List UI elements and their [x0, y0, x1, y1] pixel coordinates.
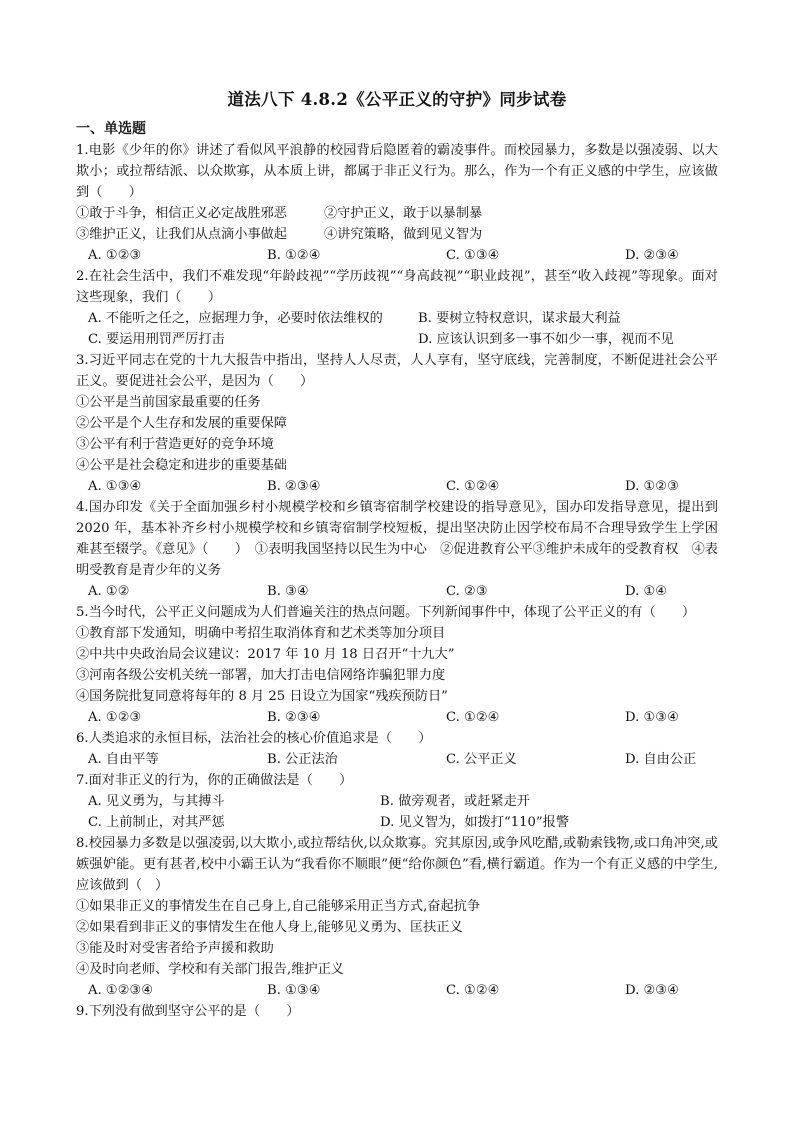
- question-stem: 4.国办印发《关于全面加强乡村小规模学校和乡镇寄宿制学校建设的指导意见》，国办印发指导意见，提出到 2020 年，基本补齐乡村小规模学校和乡镇寄宿制学校短板，提出坚决防止因学校布局不合理导致学生上学困难甚至辍学。《意见》（ ） ①表明我国坚持以民生为中心 ②促进教育公平③维护未成年的受教育权 ④表明受教育是青少年的义务: [76, 500, 718, 578]
- section-heading: 一、单选题: [76, 121, 146, 137]
- option-a[interactable]: A. ①②③: [88, 248, 142, 263]
- option-a[interactable]: A. ①③④: [88, 479, 142, 494]
- statement: ③维护正义，让我们从点滴小事做起: [76, 227, 287, 242]
- answer-options: [76, 812, 718, 833]
- answer-options: [76, 749, 718, 770]
- option-b[interactable]: B. 公正法治: [267, 752, 338, 767]
- question-stem: 2.在社会生活中，我们不难发现“年龄歧视”“学历歧视”“身高歧视”“职业歧视”，甚至“收入歧视”等现象。面对这些现象，我们（ ）: [76, 269, 718, 305]
- answer-options: [76, 581, 718, 602]
- option-a[interactable]: A. ①②: [88, 584, 130, 599]
- statement: ②如果看到非正义的事情发生在他人身上,能够见义勇为、匡扶正义: [76, 920, 463, 935]
- answer-options: [76, 245, 718, 266]
- statement: ④及时向老师、学校和有关部门报告,维护正义: [76, 962, 344, 977]
- option-c[interactable]: C. ②③: [446, 584, 488, 599]
- option-c[interactable]: C. 上前制止，对其严惩: [88, 815, 225, 830]
- question-7: [76, 770, 718, 833]
- answer-options: [76, 476, 718, 497]
- statement-row: [76, 203, 718, 224]
- statement: ①公平是当前国家最重要的任务: [76, 395, 261, 410]
- answer-options: [76, 791, 718, 812]
- statement: ①教育部下发通知，明确中考招生取消体育和艺术类等加分项目: [76, 626, 446, 641]
- option-c[interactable]: C. ①③④: [446, 248, 500, 263]
- page-title: 道法八下 4.8.2《公平正义的守护》同步试卷: [227, 90, 567, 109]
- statement: ②中共中央政治局会议建议：2017 年 10 月 18 日召开“十九大”: [76, 647, 455, 662]
- statement: ③能及时对受害者给予声援和救助: [76, 941, 274, 956]
- option-d[interactable]: D. ①④: [625, 584, 668, 599]
- option-c[interactable]: C. ①②④: [446, 479, 500, 494]
- option-b[interactable]: B. ②③④: [267, 479, 321, 494]
- option-a[interactable]: A. 自由平等: [88, 752, 159, 767]
- question-stem: 7.面对非正义的行为，你的正确做法是（ ）: [76, 773, 353, 788]
- question-3: [76, 350, 718, 497]
- question-stem: 5.当今时代，公平正义问题成为人们普遍关注的热点问题。下列新闻事件中，体现了公平正义的有（ ）: [76, 605, 696, 620]
- question-stem: 3.习近平同志在党的十九大报告中指出，坚持人人尽责，人人享有，坚守底线，完善制度，不断促进社会公平正义。要促进社会公平，是因为（ ）: [76, 353, 718, 389]
- question-1: [76, 140, 718, 266]
- statement: ③河南各级公安机关统一部署，加大打击电信网络诈骗犯罪力度: [76, 668, 446, 683]
- statement: ④讲究策略，做到见义智为: [324, 227, 483, 242]
- option-a[interactable]: A. 不能听之任之，应据理力争，必要时依法维权的: [88, 311, 383, 326]
- question-9: [76, 1001, 718, 1022]
- option-d[interactable]: D. ②③④: [625, 248, 679, 263]
- statement: ③公平有利于营造更好的竞争环境: [76, 437, 274, 452]
- option-b[interactable]: B. ③④: [267, 584, 309, 599]
- option-c[interactable]: C. ①②④: [446, 983, 500, 998]
- option-b[interactable]: B. 要树立特权意识，谋求最大利益: [418, 311, 621, 326]
- worksheet: [76, 86, 718, 1022]
- option-b[interactable]: B. ①②④: [267, 248, 321, 263]
- question-5: [76, 602, 718, 728]
- option-d[interactable]: D. 应该认识到多一事不如少一事，视而不见: [418, 332, 674, 347]
- question-2: [76, 266, 718, 350]
- option-b[interactable]: B. 做旁观者，或赶紧走开: [380, 794, 530, 809]
- option-a[interactable]: A. 见义勇为，与其搏斗: [88, 794, 225, 809]
- statement: ①敢于斗争，相信正义必定战胜邪恶: [76, 206, 287, 221]
- option-d[interactable]: D. ①③④: [625, 710, 679, 725]
- option-c[interactable]: C. 要运用刑罚严厉打击: [88, 332, 225, 347]
- question-stem: 8.校园暴力多数是以强凌弱,以大欺小,或拉帮结伙,以众欺寡。究其原因,或争风吃醋,或勒索钱物,或口角冲突,或嫉强妒能。更有甚者,校中小霸王认为“我看你不顺眼”便“给你颜色”看,横行霸道。作为一个有正义感的中学生,应该做到（ ）: [76, 836, 718, 893]
- option-a[interactable]: A. ①②③④: [88, 983, 154, 998]
- option-b[interactable]: B. ①③④: [267, 983, 321, 998]
- answer-options: [76, 980, 718, 1001]
- option-d[interactable]: D. ②③④: [625, 983, 679, 998]
- option-d[interactable]: D. 见义智为，如拨打“110”报警: [380, 815, 570, 830]
- statement: ④公平是社会稳定和进步的重要基础: [76, 458, 287, 473]
- statement-row: [76, 224, 718, 245]
- question-6: [76, 728, 718, 770]
- statement: ②公平是个人生存和发展的重要保障: [76, 416, 287, 431]
- answer-options: [76, 707, 718, 728]
- question-8: [76, 833, 718, 1001]
- answer-options: [76, 329, 718, 350]
- option-d[interactable]: D. 自由公正: [625, 752, 697, 767]
- answer-options: [76, 308, 718, 329]
- option-b[interactable]: B. ②③④: [267, 710, 321, 725]
- question-stem: 1.电影《少年的你》讲述了看似风平浪静的校园背后隐匿着的霸凌事件。而校园暴力，多数是以强凌弱、以大欺小；或拉帮结派、以众欺寡，从本质上讲，都属于非正义行为。那么，作为一个有正义感的中学生，应该做到（ ）: [76, 143, 718, 200]
- statement: ②守护正义，敢于以暴制暴: [324, 206, 483, 221]
- option-c[interactable]: C. ①②④: [446, 710, 500, 725]
- option-d[interactable]: D. ①②③: [625, 479, 679, 494]
- question-stem: 6.人类追求的永恒目标，法治社会的核心价值追求是（ ）: [76, 731, 432, 746]
- question-4: [76, 497, 718, 602]
- statement: ④国务院批复同意将每年的 8 月 25 日设立为国家“残疾预防日”: [76, 689, 448, 704]
- option-a[interactable]: A. ①②③: [88, 710, 142, 725]
- option-c[interactable]: C. 公平正义: [446, 752, 517, 767]
- statement: ①如果非正义的事情发生在自己身上,自己能够采用正当方式,奋起抗争: [76, 899, 481, 914]
- question-stem: 9.下列没有做到坚守公平的是（ ）: [76, 1004, 300, 1019]
